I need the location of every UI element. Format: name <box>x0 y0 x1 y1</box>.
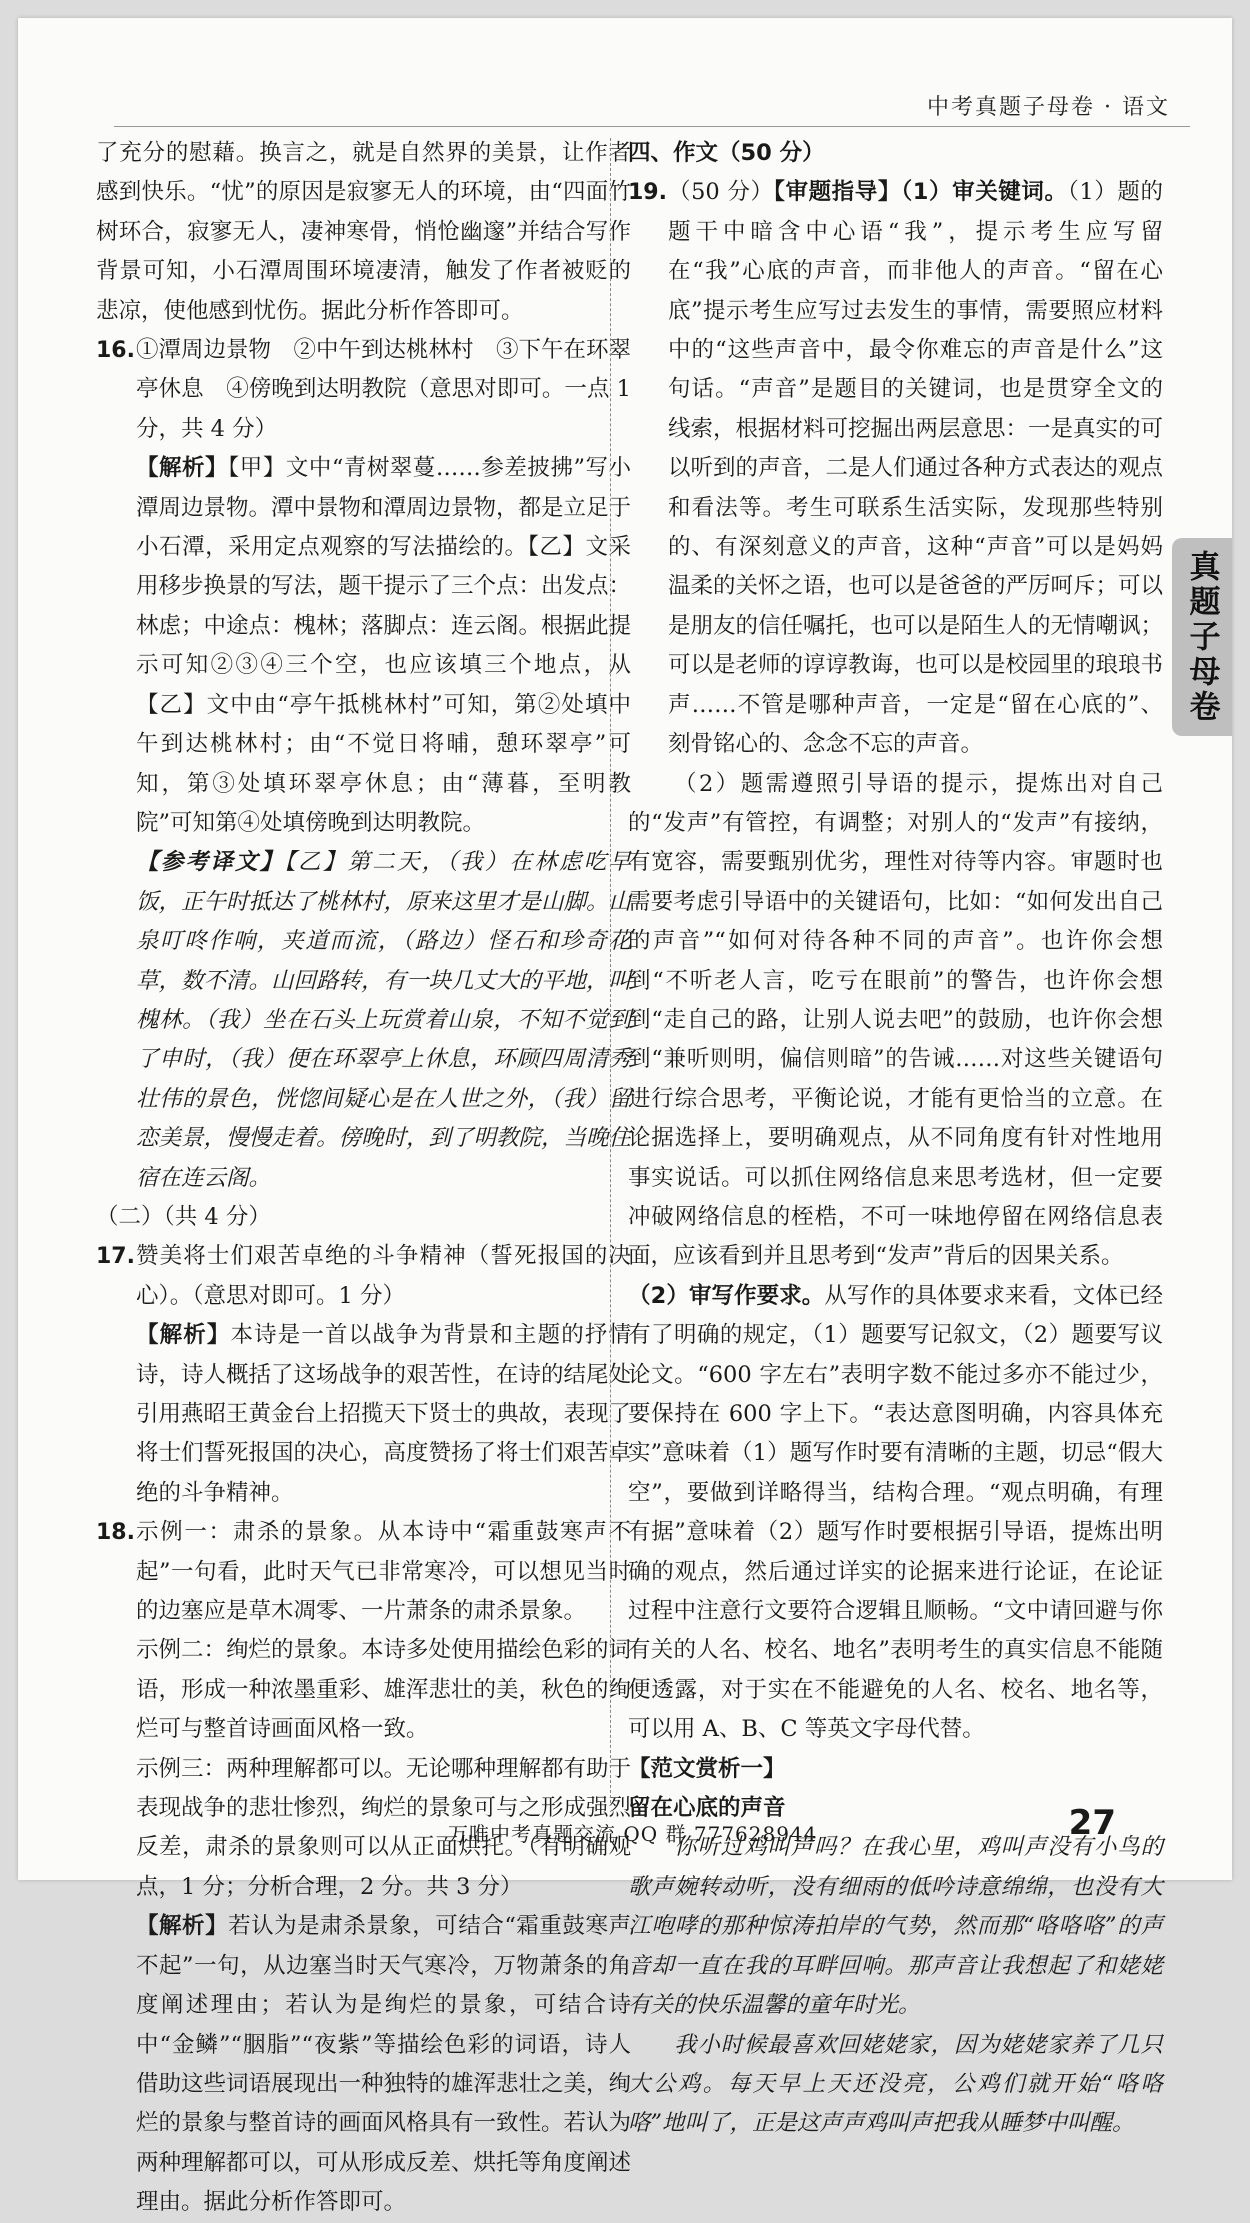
essay-paragraph-one: 你听过鸡叫声吗？在我心里，鸡叫声没有小鸟的歌声婉转动听，没有细雨的低吟诗意绵绵，也没有大江咆哮的那种惊涛拍岸的气势，然而那“咯咯咯”的声音却一直在我的耳畔回响。那声音让我想起了和姥姥有关的快乐温馨的童年时光。 <box>628 1834 1163 2019</box>
side-tab <box>1172 538 1232 736</box>
question-number: 18. <box>96 1520 135 1546</box>
side-tab-label: 真题子母卷 <box>1183 549 1220 725</box>
document-page <box>18 18 1232 2216</box>
example-two: 示例二：绚烂的景象。本诗多处使用描绘色彩的词语，形成一种浓墨重彩、雄浑悲壮的美，秋色的绚烂可与整首诗画面风格一致。 <box>136 1637 632 1743</box>
sub-title-one: （1）审关键词。 <box>900 179 1068 206</box>
column-divider <box>610 138 611 1803</box>
essay-title: 留在心底的声音 <box>628 1795 786 1822</box>
part-two-heading: （二）（共 4 分） <box>96 1203 271 1230</box>
analysis-tag: 【解析】 <box>136 455 229 482</box>
header-rule <box>114 126 1190 127</box>
analysis-text: 若认为是肃杀景象，可结合“霜重鼓寒声不起”一句，从边塞当时天气寒冷，万物萧条的角度阐述理由；若认为是绚烂的景象，可结合诗中“金鳞”“胭脂”“夜紫”等描绘色彩的词语，诗人借助这些词语展现出一种独特的雄浑悲壮之美，绚烂的景象与整首诗的画面风格具有一致性。若认为两种理解都可以，可从形成反差、烘托等角度阐述理由。据此分析作答即可。 <box>136 1913 632 2216</box>
sub-title-two: （2）审写作要求。 <box>628 1282 825 1309</box>
question-number: 16. <box>96 338 135 364</box>
essay-paragraph-two: 我小时候最喜欢回姥姥家，因为姥姥家养了几只大公鸡。每天早上天还没亮，公鸡们就开始“咯咯咯”地叫了，正是这声声鸡叫声把我从睡梦中叫醒。 <box>628 2031 1163 2137</box>
model-essay-tag: 【范文赏析一】 <box>628 1755 786 1782</box>
score-lead: （50 分） <box>668 179 774 206</box>
analysis-tag: 【解析】 <box>136 1913 229 1940</box>
example-one: 示例一：肃杀的景象。从本诗中“霜重鼓寒声不起”一句看，此时天气已非常寒冷，可以想见当时的边塞应是草木凋零、一片萧条的肃杀景象。 <box>136 1519 631 1625</box>
guide-paragraph-three: 从写作的具体要求来看，文体已经有了明确的规定，（1）题要写记叙文，（2）题要写议论文。“600 字左右”表明字数不能过多亦不能过少，要保持在 600 字上下。“表达意图明确，内容具体充实”意味着（1）题写作时要有清晰的主题，切忌“假大空”，要做到详略得当，结构合理。“观点明确，有理有据”意味着（2）题写作时要根据引导语，提炼出明确的观点，然后通过详实的论据来进行论证，在论证过程中注意行文要符合逻辑且顺畅。“文中请回避与你有关的人名、校名、地名”表明考生的真实信息不能随便透露，对于实在不能避免的人名、校名、地名等，可以用 A、B、C 等英文字母代替。 <box>628 1282 1163 1743</box>
answer-text: 赞美将士们艰苦卓绝的斗争精神（誓死报国的决心）。（意思对即可。1 分） <box>136 1243 631 1309</box>
analysis-text: 【甲】文中“青树翠蔓……参差披拂”写小潭周边景物。潭中景物和潭周边景物，都是立足于小石潭，采用定点观察的写法描绘的。【乙】文采用移步换景的写法，题干提示了三个点：出发点：林虑；中途点：槐林；落脚点：连云阁。根据此提示可知②③④三个空，也应该填三个地点，从【乙】文中由“亭午抵桃林村”可知，第②处填中午到达桃林村；由“不觉日将晡，憩环翠亭”可知，第③处填环翠亭休息；由“薄暮，至明教院”可知第④处填傍晚到达明教院。 <box>136 455 632 836</box>
page-number: 27 <box>1068 1803 1116 1843</box>
guide-paragraph-one: （1）题的题干中暗含中心语“我”，提示考生应写留在“我”心底的声音，而非他人的声音。“留在心底”提示考生应写过去发生的事情，需要照应材料中的“这些声音中，最令你难忘的声音是什么”这句话。“声音”是题目的关键词，也是贯穿全文的线索，根据材料可挖掘出两层意思：一是真实的可以听到的声音，二是人们通过各种方式表达的观点和看法等。考生可联系生活实际，发现那些特别的、有深刻意义的声音，这种“声音”可以是妈妈温柔的关怀之语，也可以是爸爸的严厉呵斥；可以是朋友的信任嘱托，也可以是陌生人的无情嘲讽；可以是老师的谆谆教诲，也可以是校园里的琅琅书声……不管是哪种声音，一定是“留在心底的”、刻骨铭心的、念念不忘的声音。 <box>668 179 1164 758</box>
guide-tag: 【审题指导】 <box>773 179 901 206</box>
analysis-text: 本诗是一首以战争为背景和主题的抒情诗，诗人概括了这场战争的艰苦性，在诗的结尾处引用燕昭王黄金台上招揽天下贤士的典故，表现了将士们誓死报国的决心，高度赞扬了将士们艰苦卓绝的斗争精神。 <box>136 1322 632 1506</box>
analysis-tag: 【解析】 <box>136 1322 231 1349</box>
example-three: 示例三：两种理解都可以。无论哪种理解都有助于表现战争的悲壮惨烈，绚烂的景象可与之形成强烈反差，肃杀的景象则可以从正面烘托。（有明确观点，1 分；分析合理，2 分。共 3 分） <box>136 1755 632 1900</box>
section-heading: 四、作文（50 分） <box>628 140 825 166</box>
answer-text: ①潭周边景物 ②中午到达桃林村 ③下午在环翠亭休息 ④傍晚到达明教院（意思对即可。一点 1 分，共 4 分） <box>136 337 632 442</box>
translation-tag: 【参考译文】 <box>136 849 285 876</box>
question-18 <box>96 1513 631 2222</box>
question-number: 19. <box>628 180 667 206</box>
translation-text: 【乙】第二天，（我）在林虑吃早饭，正午时抵达了桃林村，原来这里才是山脚。山泉叮咚作响，夹道而流，（路边）怪石和珍奇花草，数不清。山回路转，有一块几丈大的平地，叫槐林。（我）坐在石头上玩赏着山泉，不知不觉到了申时，（我）便在环翠亭上休息，环顾四周清秀壮伟的景色，恍惚间疑心是在人世之外，（我）留恋美景，慢慢走着。傍晚时，到了明教院，当晚住宿在连云阁。 <box>136 849 632 1191</box>
intro-paragraph: 了充分的慰藉。换言之，就是自然界的美景，让作者感到快乐。“忧”的原因是寂寥无人的环境，由“四面竹树环合，寂寥无人，凄神寒骨，悄怆幽邃”并结合写作背景可知，小石潭周围环境凄清，触发了作者被贬的悲凉，使他感到忧伤。据此分析作答即可。 <box>96 140 631 324</box>
question-19 <box>628 173 1163 764</box>
footer-text: 万唯中考真题交流 QQ 群 777628944 <box>448 1822 818 1846</box>
left-column <box>96 134 631 2223</box>
question-17 <box>96 1237 631 1513</box>
question-16 <box>96 331 631 1198</box>
guide-paragraph-two: （2）题需遵照引导语的提示，提炼出对自己的“发声”有管控，有调整；对别人的“发声”有接纳，有宽容，需要甄别优劣，理性对待等内容。审题时也需要考虑引导语中的关键语句，比如：“如何发出自己的声音”“如何对待各种不同的声音”。也许你会想到“不听老人言，吃亏在眼前”的警告，也许你会想到“走自己的路，让别人说去吧”的鼓励，也许你会想到“兼听则明，偏信则暗”的告诫……对这些关键语句进行综合思考，平衡论说，才能有更恰当的立意。在论据选择上，要明确观点，从不同角度有针对性地用事实说话。可以抓住网络信息来思考选材，但一定要冲破网络信息的桎梏，不可一味地停留在网络信息表面，应该看到并且思考到“发声”背后的因果关系。 <box>628 770 1163 1270</box>
running-header: 中考真题子母卷 · 语文 <box>927 95 1170 120</box>
question-number: 17. <box>96 1244 135 1270</box>
